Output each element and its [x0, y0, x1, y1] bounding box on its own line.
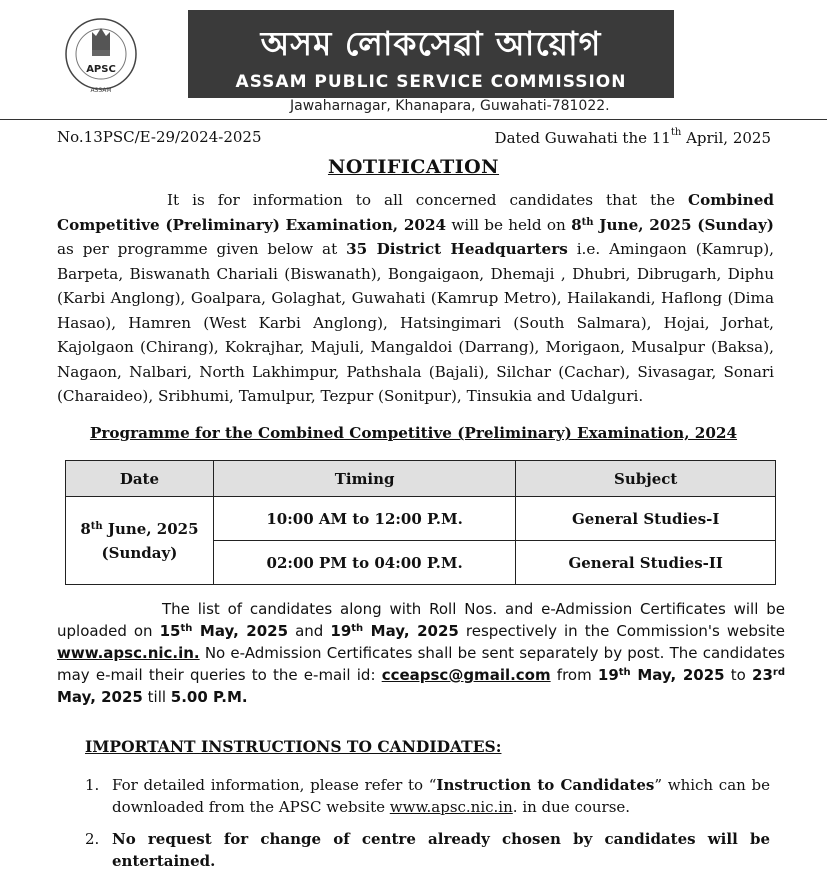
english-title: ASSAM PUBLIC SERVICE COMMISSION	[235, 72, 627, 92]
website-link[interactable]: www.apsc.nic.in.	[57, 644, 200, 662]
header-divider	[0, 119, 827, 120]
list-item: 2. No request for change of centre already chosen by candidates will be entertained.	[85, 830, 770, 870]
subject-cell: General Studies-I	[516, 497, 776, 541]
exam-date-cell: 8th June, 2025 (Sunday)	[66, 497, 214, 585]
column-header-subject: Subject	[516, 461, 776, 497]
timing-cell: 10:00 AM to 12:00 P.M.	[213, 497, 516, 541]
table-row	[66, 497, 776, 541]
assamese-title: অসম লোকসেৱা আয়োগ	[260, 24, 602, 63]
admission-paragraph: The list of candidates along with Roll Nos. and e-Admission Certificates will be uploaded on 15th May, 2025 and 19th May, 2025 respectively in the Commission's website www.apsc.nic.in. No e-Admission Certificates shall be sent separately by post. The candidates may e-mail their queries to the e-mail id: cceapsc@gmail.com from 19th May, 2025 to 23rd May, 2025 till 5.00 P.M.	[57, 600, 786, 706]
intro-paragraph: It is for information to all concerned candidates that the Combined Competitive (Preliminary) Examination, 2024 will be held on 8th June, 2025 (Sunday) as per programme given below at 35 District Headquarters i.e. Amingaon (Kamrup), Barpeta, Biswanath Chariali (Biswanath), Bongaigaon, Dhemaji , Dhubri, Dibrugarh, Diphu (Karbi Anglong), Goalpara, Golaghat, Guwahati (Kamrup Metro), Hailakandi, Haflong (Dima Hasao), Hamren (West Karbi Anglong), Hatsingimari (South Salmara), Hojai, Jorhat, Kajolgaon (Chirang), Kokrajhar, Majuli, Mangaldoi (Darrang), Morigaon, Musalpur (Baksa), Nagaon, Nalbari, North Lakhimpur, Pathshala (Bajali), Silchar (Cachar), Sivasagar, Sonari (Charaideo), Sribhumi, Tamulpur, Tezpur (Sonitpur), Tinsukia and Udalguri.	[57, 191, 774, 405]
apsc-emblem-logo	[62, 12, 140, 96]
subject-cell: General Studies-II	[516, 541, 776, 585]
table-header-row	[66, 461, 776, 497]
reference-number: No.13PSC/E-29/2024-2025	[57, 128, 262, 146]
column-header-timing: Timing	[213, 461, 516, 497]
svg-text:APSC: APSC	[86, 64, 116, 75]
timing-cell: 02:00 PM to 04:00 P.M.	[213, 541, 516, 585]
instructions-list	[85, 774, 770, 882]
column-header-date: Date	[66, 461, 214, 497]
programme-table	[65, 460, 776, 585]
programme-heading: Programme for the Combined Competitive (Preliminary) Examination, 2024	[89, 424, 738, 442]
svg-text:ASSAM: ASSAM	[90, 87, 112, 94]
dated-line: Dated Guwahati the 11th April, 2025	[494, 127, 771, 147]
instructions-heading: IMPORTANT INSTRUCTIONS TO CANDIDATES:	[85, 737, 502, 756]
address: Jawaharnagar, Khanapara, Guwahati-781022.	[290, 98, 610, 114]
list-item: 1. For detailed information, please refer to “Instruction to Candidates” which can be downloaded from the APSC website www.apsc.nic.in. in due course.	[85, 776, 770, 816]
apsc-website-link[interactable]: www.apsc.nic.in	[389, 798, 513, 816]
email-link[interactable]: cceapsc@gmail.com	[381, 666, 551, 684]
header-banner	[188, 10, 674, 98]
notification-title: NOTIFICATION	[327, 156, 500, 178]
